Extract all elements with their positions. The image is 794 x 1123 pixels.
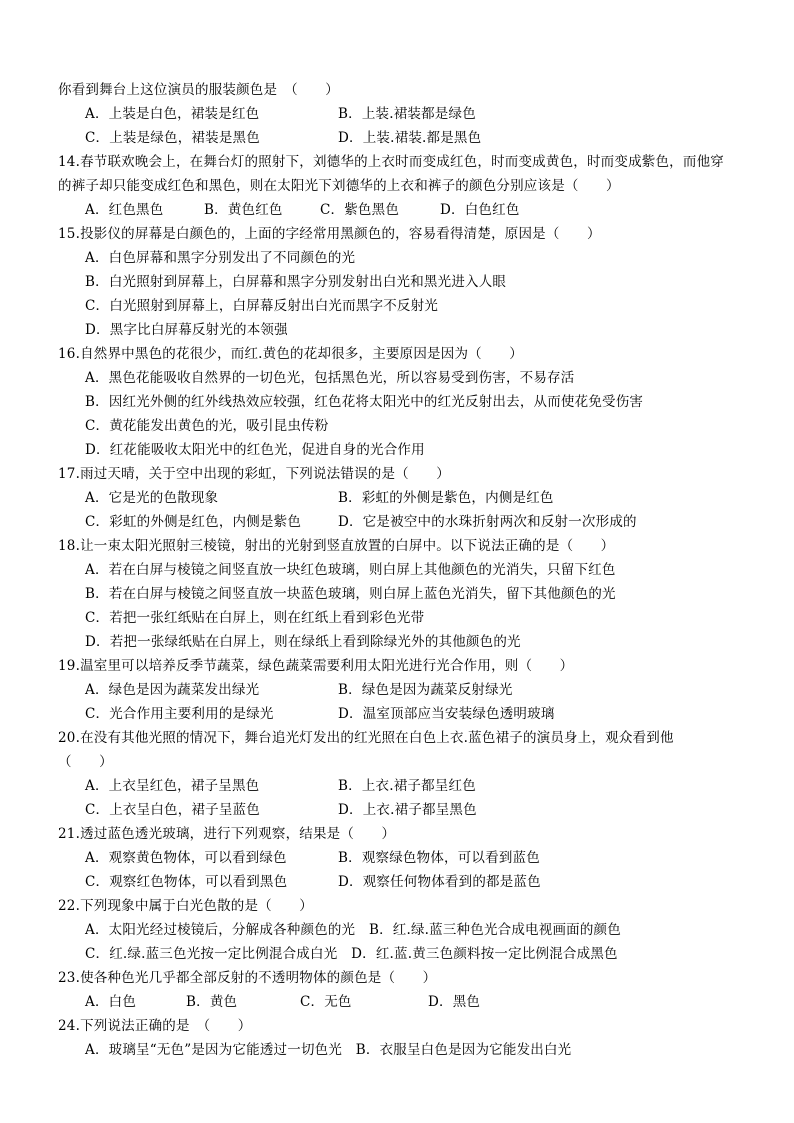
q17-option-b: B．彩虹的外侧是紫色，内侧是红色 — [338, 490, 554, 506]
q13-option-a: A．上装是白色，裙装是红色 — [85, 106, 260, 122]
q23-option-c: C．无色 — [300, 994, 352, 1010]
q17-option-d: D．它是被空中的水珠折射两次和反射一次形成的 — [338, 514, 637, 530]
q15-stem: 15.投影仪的屏幕是白颜色的，上面的字经常用黑颜色的，容易看得清楚，原因是（ ） — [58, 226, 601, 242]
q19-option-a: A．绿色是因为蔬菜发出绿光 — [85, 682, 260, 698]
q18-option-c: C．若把一张红纸贴在白屏上，则在红纸上看到彩色光带 — [85, 610, 425, 626]
q13-stem: 你看到舞台上这位演员的服装颜色是 （ ） — [58, 82, 339, 98]
q20-option-c: C．上衣呈白色，裙子呈蓝色 — [85, 802, 260, 818]
q13-option-b: B．上装.裙装都是绿色 — [338, 106, 476, 122]
q16-stem: 16.自然界中黑色的花很少，而红.黄色的花却很多，主要原因是因为（ ） — [58, 346, 523, 362]
q21-stem: 21.透过蓝色透光玻璃，进行下列观察，结果是（ ） — [58, 826, 396, 842]
q16-option-d: D．红花能吸收太阳光中的红色光，促进自身的光合作用 — [85, 442, 425, 458]
q23-option-d: D．黑色 — [428, 994, 481, 1010]
q21-option-c: C．观察红色物体，可以看到黑色 — [85, 874, 288, 890]
q23-stem: 23.使各种色光几乎都全部反射的不透明物体的颜色是（ ） — [58, 970, 437, 986]
q23-option-b: B．黄色 — [186, 994, 238, 1010]
q14-stem-line1: 14.春节联欢晚会上，在舞台灯的照射下，刘德华的上衣时而变成红色，时而变成黄色，时而变成紫色，而他穿 — [58, 154, 724, 170]
q14-stem-line2: 的裤子却只能变成红色和黑色，则在太阳光下刘德华的上衣和裤子的颜色分别应该是（ ） — [58, 178, 620, 194]
q22-options-line2: C．红.绿.蓝三色光按一定比例混合成白光 D．红.蓝.黄三色颜料按一定比例混合成黑色 — [85, 946, 618, 962]
q22-stem: 22.下列现象中属于白光色散的是（ ） — [58, 898, 313, 914]
q14-option-b: B．黄色红色 — [204, 202, 283, 218]
q15-option-b: B．白光照射到屏幕上，白屏幕和黑字分别发射出白光和黑光进入人眼 — [85, 274, 507, 290]
q19-option-b: B．绿色是因为蔬菜反射绿光 — [338, 682, 513, 698]
q13-option-d: D．上装.裙装.都是黑色 — [338, 130, 482, 146]
q20-stem-line1: 20.在没有其他光照的情况下，舞台追光灯发出的红光照在白色上衣.蓝色裙子的演员身上，观众看到他 — [58, 730, 674, 746]
q14-option-d: D．白色红色 — [440, 202, 520, 218]
q15-option-d: D．黑字比白屏幕反射光的本领强 — [85, 322, 288, 338]
q15-option-a: A．白色屏幕和黑字分别发出了不同颜色的光 — [85, 250, 356, 266]
q16-option-a: A．黑色花能吸收自然界的一切色光，包括黑色光，所以容易受到伤害，不易存活 — [85, 370, 575, 386]
q18-option-d: D．若把一张绿纸贴在白屏上，则在绿纸上看到除绿光外的其他颜色的光 — [85, 634, 521, 650]
q17-stem: 17.雨过天晴，关于空中出现的彩虹，下列说法错误的是（ ） — [58, 466, 450, 482]
q21-option-d: D．观察任何物体看到的都是蓝色 — [338, 874, 541, 890]
q13-option-c: C．上装是绿色，裙装是黑色 — [85, 130, 260, 146]
q21-option-b: B．观察绿色物体，可以看到蓝色 — [338, 850, 540, 866]
q16-option-c: C．黄花能发出黄色的光，吸引昆虫传粉 — [85, 418, 329, 434]
q20-option-b: B．上衣.裙子都呈红色 — [338, 778, 476, 794]
q20-option-a: A．上衣呈红色，裙子呈黑色 — [85, 778, 260, 794]
q14-option-a: A．红色黑色 — [85, 202, 164, 218]
q20-option-d: D．上衣.裙子都呈黑色 — [338, 802, 477, 818]
q22-options-line1: A．太阳光经过棱镜后，分解成各种颜色的光 B．红.绿.蓝三种色光合成电视画面的颜色 — [85, 922, 621, 938]
q17-option-a: A．它是光的色散现象 — [85, 490, 219, 506]
q24-options-line1: A．玻璃呈“无色”是因为它能透过一切色光 B．衣服呈白色是因为它能发出白光 — [85, 1042, 572, 1058]
q18-stem: 18.让一束太阳光照射三棱镜，射出的光射到竖直放置的白屏中。以下说法正确的是（ ） — [58, 538, 615, 554]
q15-option-c: C．白光照射到屏幕上，白屏幕反射出白光而黑字不反射光 — [85, 298, 439, 314]
q18-option-b: B．若在白屏与棱镜之间竖直放一块蓝色玻璃，则白屏上蓝色光消失，留下其他颜色的光 — [85, 586, 616, 602]
q21-option-a: A．观察黄色物体，可以看到绿色 — [85, 850, 287, 866]
q16-option-b: B．因红光外侧的红外线热效应较强，红色花将太阳光中的红光反射出去，从而使花免受伤害 — [85, 394, 644, 410]
q20-stem-line2: （ ） — [58, 754, 113, 770]
q24-stem: 24.下列说法正确的是 （ ） — [58, 1018, 252, 1034]
q19-stem: 19.温室里可以培养反季节蔬菜，绿色蔬菜需要利用太阳光进行光合作用，则（ ） — [58, 658, 574, 674]
q19-option-c: C．光合作用主要利用的是绿光 — [85, 706, 274, 722]
q18-option-a: A．若在白屏与棱镜之间竖直放一块红色玻璃，则白屏上其他颜色的光消失，只留下红色 — [85, 562, 616, 578]
q19-option-d: D．温室顶部应当安装绿色透明玻璃 — [338, 706, 555, 722]
q23-option-a: A．白色 — [85, 994, 137, 1010]
q14-option-c: C．紫色黑色 — [320, 202, 400, 218]
q17-option-c: C．彩虹的外侧是红色，内侧是紫色 — [85, 514, 302, 530]
